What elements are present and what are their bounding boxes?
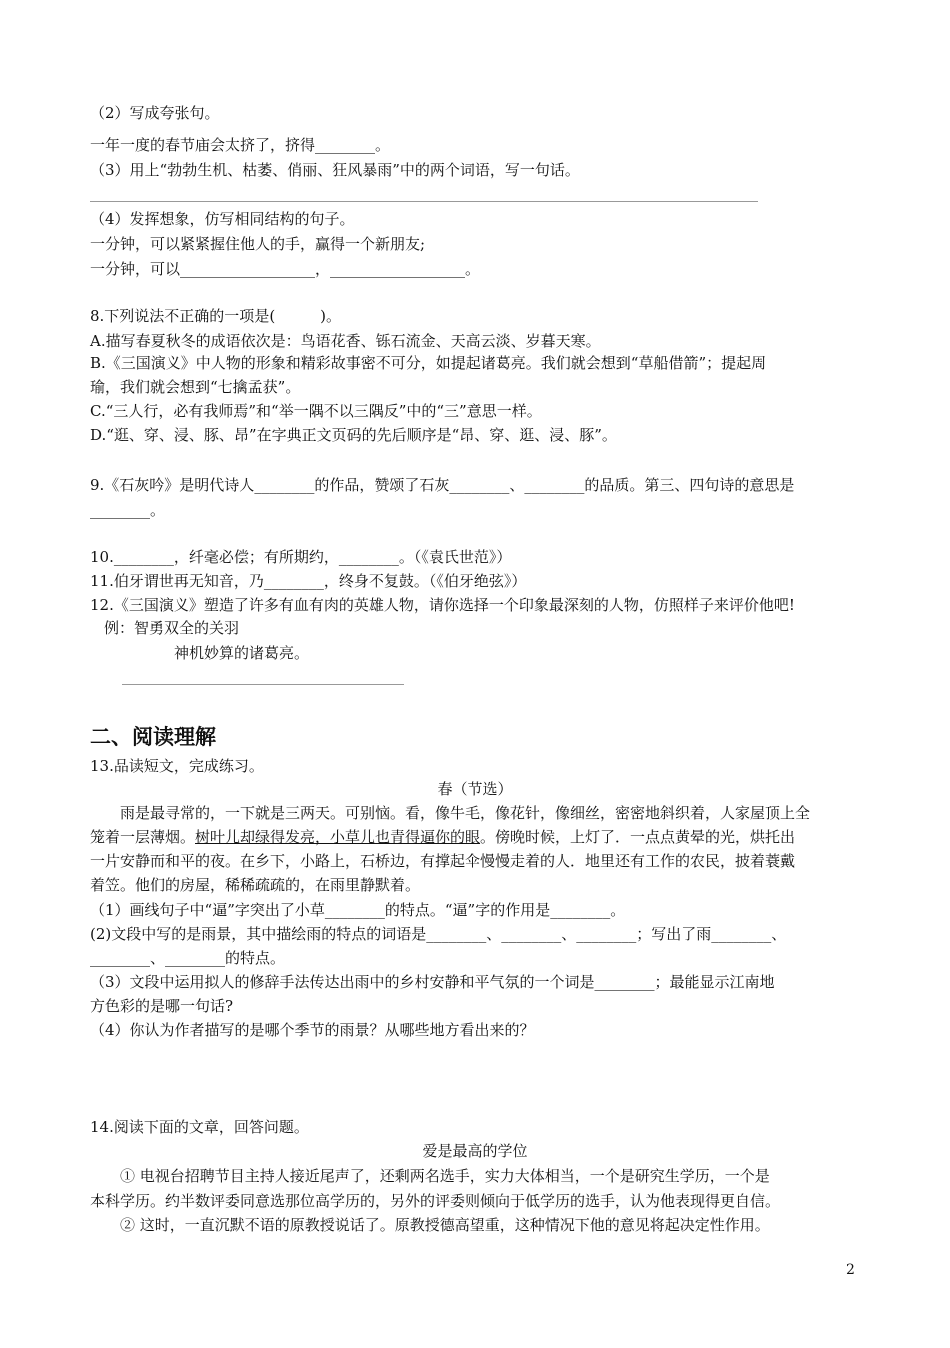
option-d: D.“逛、穿、浸、豚、昂”在字典正文页码的先后顺序是“昂、穿、逛、浸、豚”。: [90, 426, 617, 444]
question-9: 9.《石灰吟》是明代诗人________的作品，赞颂了石灰________、________的品质。第三、四句诗的意思是: [90, 476, 795, 494]
passage-text: 笼着一层薄烟。: [90, 828, 196, 846]
sub-question: （1）画线句子中“逼”字突出了小草________的特点。“逼”字的作用是________。: [90, 901, 626, 919]
passage-line: ① 电视台招聘节目主持人接近尾声了，还剩两名选手，实力大体相当，一个是研究生学历，一个是: [120, 1167, 770, 1185]
text-line: （2）写成夸张句。: [90, 104, 220, 122]
text-line: 一分钟，可以紧紧握住他人的手，赢得一个新朋友;: [90, 235, 426, 253]
question-13: 13.品读短文，完成练习。: [90, 757, 264, 775]
text-line: 一年一度的春节庙会太挤了，挤得________。: [90, 136, 391, 154]
passage-title: 春（节选）: [437, 780, 513, 798]
page-number: 2: [846, 1262, 855, 1278]
answer-line: [122, 684, 404, 685]
text-line: 一分钟，可以__________________，__________________。: [90, 260, 481, 278]
question-11: 11.伯牙谓世再无知音，乃________，终身不复鼓。（《伯牙绝弦》）: [90, 572, 527, 590]
answer-line: [90, 201, 758, 202]
passage-text: 。傍晚时候，上灯了．一点点黄晕的光，烘托出: [480, 828, 796, 846]
example-line: 神机妙算的诸葛亮。: [174, 644, 310, 662]
passage-line: ② 这时，一直沉默不语的原教授说话了。原教授德高望重，这种情况下他的意见将起决定性作用。: [120, 1216, 770, 1234]
example-line: 例：智勇双全的关羽: [104, 619, 240, 637]
question-14: 14.阅读下面的文章，回答问题。: [90, 1118, 309, 1136]
passage-line: 本科学历。约半数评委同意选那位高学历的，另外的评委则倾向于低学历的选手，认为他表现得更自信。: [90, 1192, 781, 1210]
option-b: B.《三国演义》中人物的形象和精彩故事密不可分，如提起诸葛亮。我们就会想到“草船借箭”；提起周: [90, 354, 767, 372]
sub-question: （3）文段中运用拟人的修辞手法传达出雨中的乡村安静和平气氛的一个词是________；最能显示江南地: [90, 973, 775, 991]
passage-title: 爱是最高的学位: [422, 1142, 528, 1160]
question-10: 10.________，纤毫必偿；有所期约，________。（《袁氏世范》）: [90, 548, 512, 566]
section-heading: 二、阅读理解: [90, 725, 216, 749]
question-9-cont: ________。: [90, 501, 166, 519]
question-8: 8.下列说法不正确的一项是( )。: [90, 307, 342, 325]
option-b-cont: 瑜，我们就会想到“七擒孟获”。: [90, 378, 301, 396]
question-12: 12.《三国演义》塑造了许多有血有肉的英雄人物，请你选择一个印象最深刻的人物，仿照样子来评价他吧!: [90, 596, 795, 614]
passage-line: 一片安静而和平的夜。在乡下，小路上，石桥边，有撑起伞慢慢走着的人．地里还有工作的农民，披着蓑戴: [90, 852, 796, 870]
sub-question: （4）你认为作者描写的是哪个季节的雨景？从哪些地方看出来的？: [90, 1021, 535, 1039]
option-a: A.描写春夏秋冬的成语依次是：鸟语花香、铄石流金、天高云淡、岁暮天寒。: [90, 332, 601, 350]
option-c: C.“三人行，必有我师焉”和“举一隅不以三隅反”中的“三”意思一样。: [90, 402, 542, 420]
passage-line: 着笠。他们的房屋，稀稀疏疏的，在雨里静默着。: [90, 876, 421, 894]
underlined-sentence: 树叶儿却绿得发亮，小草儿也青得逼你的眼: [195, 828, 481, 846]
text-line: （4）发挥想象，仿写相同结构的句子。: [90, 210, 355, 228]
sub-question-cont: ________、________的特点。: [90, 949, 286, 967]
passage-line: 雨是最寻常的，一下就是三两天。可别恼。看，像牛毛，像花针，像细丝，密密地斜织着，人家屋顶上全: [120, 804, 811, 822]
sub-question-cont: 方色彩的是哪一句话?: [90, 997, 234, 1015]
text-line: （3）用上“勃勃生机、枯萎、俏丽、狂风暴雨”中的两个词语，写一句话。: [90, 161, 580, 179]
passage-line: [90, 825, 795, 849]
sub-question: (2)文段中写的是雨景，其中描绘雨的特点的词语是________、________、________；写出了雨________、: [90, 925, 787, 943]
